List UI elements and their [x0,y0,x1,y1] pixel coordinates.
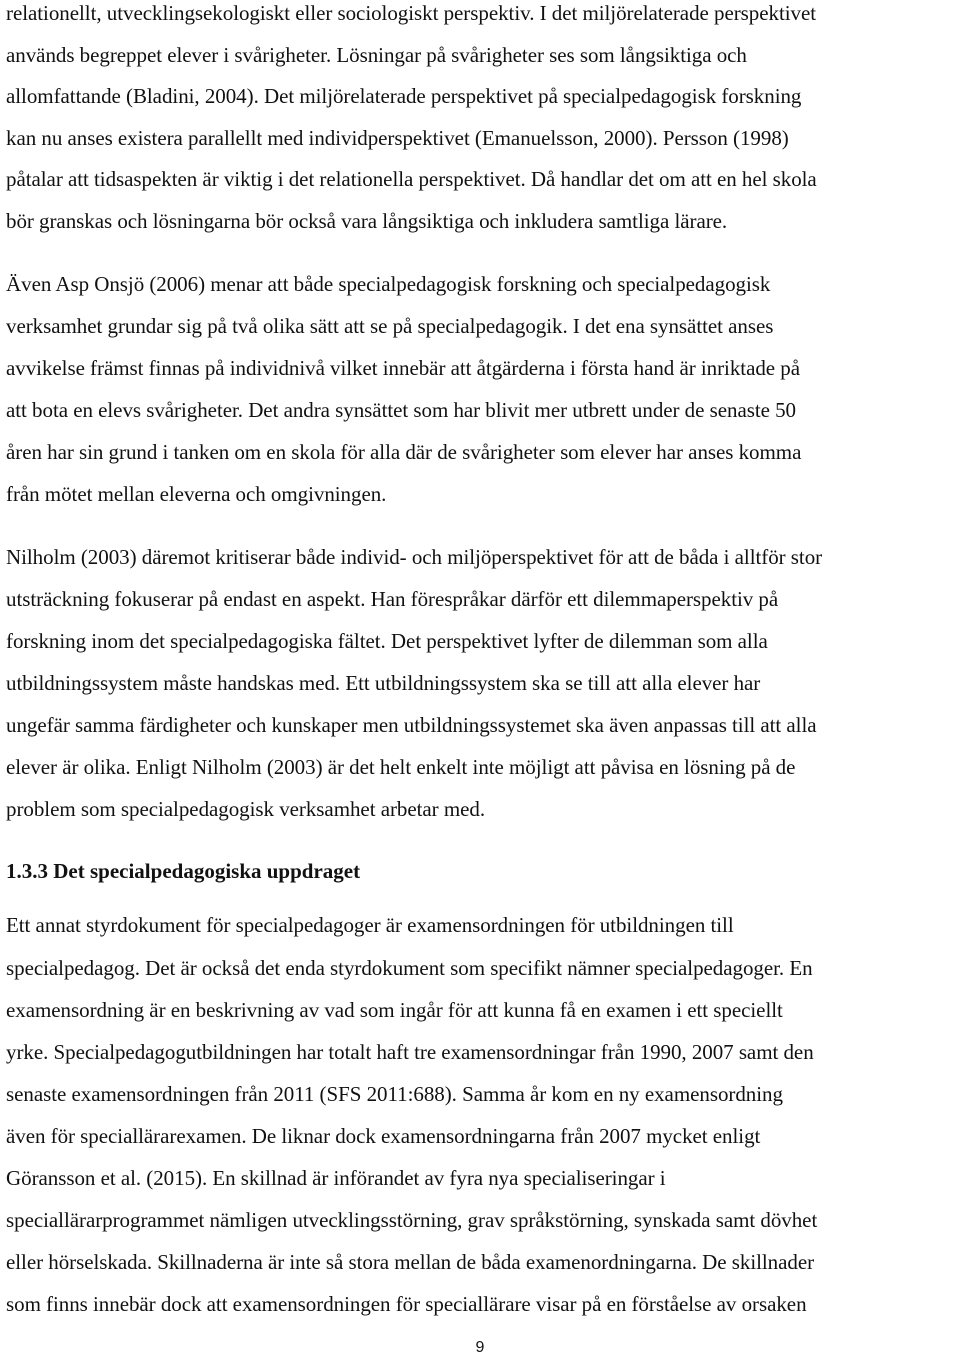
text-line: ungefär samma färdigheter och kunskaper men utbildningssystemet ska även anpassas till att alla [6,713,817,737]
text-line: även för speciallärarexamen. De liknar dock examensordningarna från 2007 mycket enligt [6,1124,761,1148]
text-line: kan nu anses existera parallellt med individperspektivet (Emanuelsson, 2000). Persson (1998) [6,126,789,150]
text-line: speciallärarprogrammet nämligen utvecklingsstörning, grav språkstörning, synskada samt dövhet [6,1208,818,1232]
section-heading: 1.3.3 Det specialpedagogiska uppdraget [6,859,361,883]
text-line: från mötet mellan eleverna och omgivningen. [6,482,387,506]
text-line: yrke. Specialpedagogutbildningen har totalt haft tre examensordningar från 1990, 2007 samt den [6,1040,814,1064]
text-line: används begreppet elever i svårigheter. Lösningar på svårigheter ses som långsiktiga och [6,43,747,67]
text-line: utsträckning fokuserar på endast en aspekt. Han förespråkar därför ett dilemmaperspektiv på [6,587,779,611]
text-line: avvikelse främst finnas på individnivå vilket innebär att åtgärderna i första hand är inriktade på [6,356,800,380]
text-line: senaste examensordningen från 2011 (SFS 2011:688). Samma år kom en ny examensordning [6,1082,783,1106]
text-line: elever är olika. Enligt Nilholm (2003) är det helt enkelt inte möjligt att påvisa en lösning på de [6,755,796,779]
text-line: Även Asp Onsjö (2006) menar att både specialpedagogisk forskning och specialpedagogisk [6,272,771,296]
text-line: Göransson et al. (2015). En skillnad är införandet av fyra nya specialiseringar i [6,1166,666,1190]
text-line: forskning inom det specialpedagogiska fältet. Det perspektivet lyfter de dilemman som alla [6,629,768,653]
text-line: eller hörselskada. Skillnaderna är inte så stora mellan de båda examenordningarna. De skillnader [6,1250,815,1274]
text-line: som finns innebär dock att examensordningen för speciallärare visar på en förståelse av orsaken [6,1292,807,1316]
text-line: problem som specialpedagogisk verksamhet arbetar med. [6,797,486,821]
page-number: 9 [475,1339,485,1356]
text-line: specialpedagog. Det är också det enda styrdokument som specifikt nämner specialpedagoger. En [6,956,813,980]
text-line: relationellt, utvecklingsekologiskt eller sociologiskt perspektiv. I det miljörelaterade perspektivet [6,1,817,25]
text-line: examensordning är en beskrivning av vad som ingår för att kunna få en examen i ett speciellt [6,998,783,1022]
text-line: att bota en elevs svårigheter. Det andra synsättet som har blivit mer utbrett under de senaste 50 [6,398,796,422]
text-line: påtalar att tidsaspekten är viktig i det relationella perspektivet. Då handlar det om att en hel skola [6,167,817,191]
text-line: Nilholm (2003) däremot kritiserar både individ- och miljöperspektivet för att de båda i alltför stor [6,545,823,569]
text-line: verksamhet grundar sig på två olika sätt att se på specialpedagogik. I det ena synsättet anses [6,314,774,338]
text-line: bör granskas och lösningarna bör också vara långsiktiga och inkludera samtliga lärare. [6,209,728,233]
text-line: utbildningssystem måste handskas med. Ett utbildningssystem ska se till att alla elever har [6,671,761,695]
text-line: allomfattande (Bladini, 2004). Det miljörelaterade perspektivet på specialpedagogisk forskning [6,84,802,108]
text-line: åren har sin grund i tanken om en skola för alla där de svårigheter som elever har anses komma [6,440,802,464]
text-line: Ett annat styrdokument för specialpedagoger är examensordningen för utbildningen till [6,913,734,937]
